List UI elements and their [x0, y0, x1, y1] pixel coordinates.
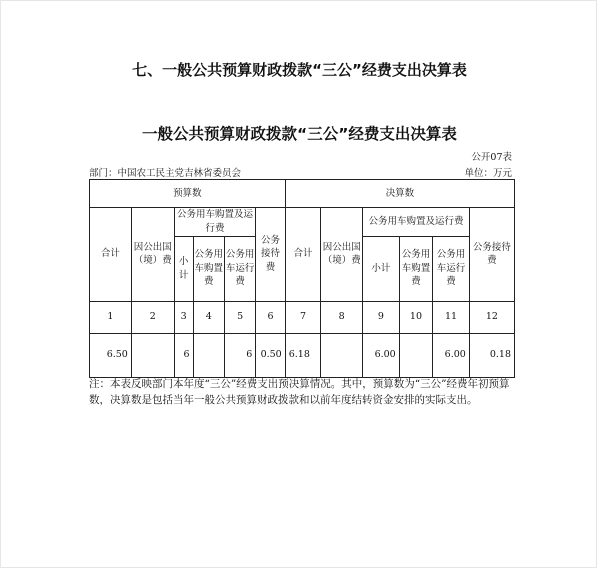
- budget-vehicle-header: 公务用车购置及运行费: [174, 208, 256, 237]
- column-number: 9: [363, 301, 400, 333]
- final-subtotal-header: 小计: [363, 236, 400, 301]
- budget-reception-value: 0.50: [256, 333, 285, 377]
- column-number: 10: [399, 301, 432, 333]
- unit-label: 单位：万元: [464, 168, 512, 179]
- final-operation-value: 6.00: [433, 333, 470, 377]
- column-number: 12: [469, 301, 514, 333]
- budget-subtotal-value: 6: [174, 333, 193, 377]
- budget-reception-header: 公务接待费: [256, 208, 285, 302]
- final-reception-header: 公务接待费: [469, 208, 514, 302]
- column-number: 7: [285, 301, 321, 333]
- column-number: 11: [433, 301, 470, 333]
- final-purchase-header: 公务用车购置费: [399, 236, 432, 301]
- final-abroad-value: [321, 333, 363, 377]
- budget-abroad-header: 因公出国（境）费: [131, 208, 174, 302]
- final-purchase-value: [399, 333, 432, 377]
- table-note: 注：本表反映部门本年度“三公”经费支出预决算情况。其中，预算数为“三公”经费年初预算数，决算数是包括当年一般公共预算财政拨款和以前年度结转资金安排的实际支出。: [89, 378, 510, 406]
- final-total-header: 合计: [285, 208, 321, 302]
- form-number: 公开07表: [471, 152, 512, 163]
- budget-abroad-value: [131, 333, 174, 377]
- three-public-expenses-table: [89, 179, 515, 378]
- budget-subtotal-header: 小计: [174, 236, 193, 301]
- table-title: 一般公共预算财政拨款“三公”经费支出决算表: [142, 125, 457, 143]
- department-label: 部门：中国农工民主党吉林省委员会: [89, 168, 242, 179]
- final-vehicle-header: 公务用车购置及运行费: [363, 208, 470, 237]
- budget-total-header: 合计: [90, 208, 132, 302]
- final-group-header: 决算数: [285, 180, 514, 208]
- column-number: 3: [174, 301, 193, 333]
- table-row: [90, 180, 515, 208]
- final-reception-value: 0.18: [469, 333, 514, 377]
- final-abroad-header: 因公出国（境）费: [321, 208, 363, 302]
- column-number-row: [90, 301, 515, 333]
- value-row: [90, 333, 515, 377]
- section-title: 七、一般公共预算财政拨款“三公”经费支出决算表: [132, 61, 467, 79]
- final-subtotal-value: 6.00: [363, 333, 400, 377]
- final-total-value: 6.18: [285, 333, 321, 377]
- column-number: 6: [256, 301, 285, 333]
- table-row: [90, 208, 515, 237]
- budget-operation-value: 6: [224, 333, 255, 377]
- budget-total-value: 6.50: [90, 333, 132, 377]
- column-number: 4: [193, 301, 224, 333]
- budget-group-header: 预算数: [90, 180, 286, 208]
- final-operation-header: 公务用车运行费: [433, 236, 470, 301]
- budget-purchase-header: 公务用车购置费: [193, 236, 224, 301]
- column-number: 1: [90, 301, 132, 333]
- budget-operation-header: 公务用车运行费: [224, 236, 255, 301]
- column-number: 5: [224, 301, 255, 333]
- column-number: 8: [321, 301, 363, 333]
- column-number: 2: [131, 301, 174, 333]
- budget-purchase-value: [193, 333, 224, 377]
